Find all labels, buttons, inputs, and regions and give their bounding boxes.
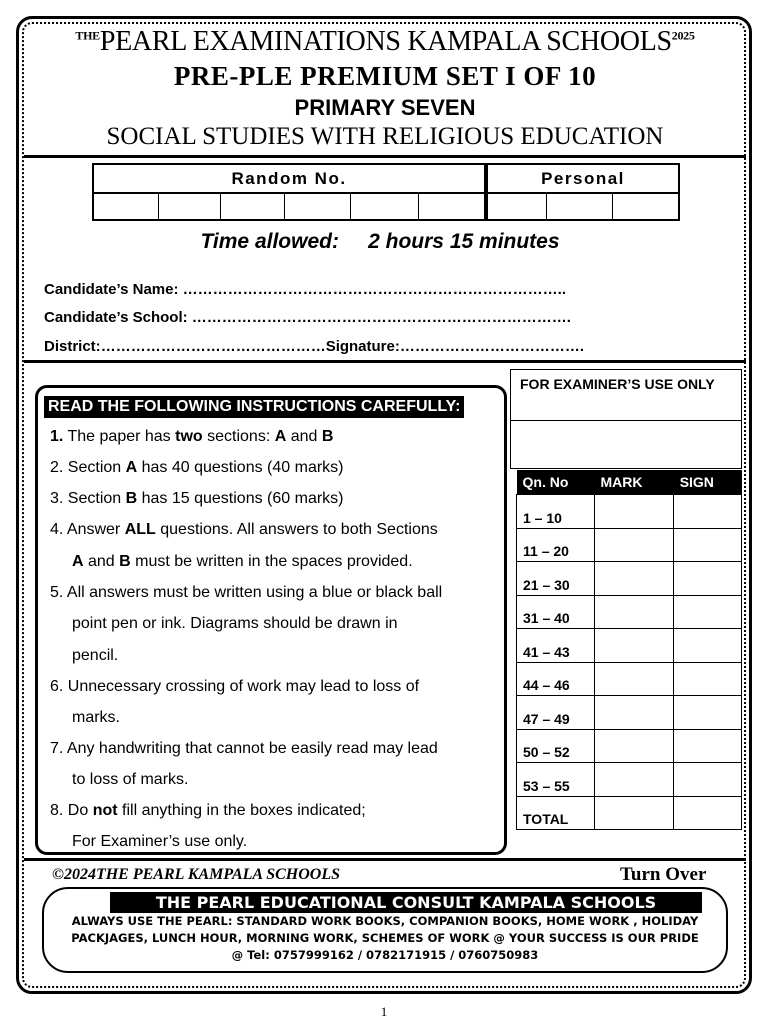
sign-cell [674, 528, 742, 562]
item-text: questions. All answers to both Sections [155, 521, 438, 538]
instruction-item [50, 678, 419, 696]
marks-table-header [517, 470, 742, 495]
time-value: 2 hours 15 minutes [368, 230, 560, 253]
table-row [517, 696, 742, 730]
mark-cell [595, 595, 674, 629]
item-text: and [286, 428, 322, 445]
item-bold: B [125, 490, 138, 507]
mark-cell [595, 662, 674, 696]
item-text: and [83, 553, 120, 570]
time-allowed [120, 230, 640, 254]
footer-divider [24, 858, 746, 861]
item-number: 3. [50, 490, 64, 507]
consult-line-2: PACKJAGES, LUNCH HOUR, MORNING WORK, SCHEMES OF WORK @ YOUR SUCCESS IS OUR PRIDE [71, 931, 699, 945]
sign-cell [674, 796, 742, 830]
item-number: 4. [50, 521, 64, 538]
instruction-item [72, 709, 120, 727]
org-title [30, 26, 740, 58]
qn-range: 50 – 52 [517, 729, 595, 763]
mark-cell [595, 729, 674, 763]
year-label: 2025 [671, 28, 695, 43]
qn-range: 31 – 40 [517, 595, 595, 629]
number-cell-divider [350, 194, 351, 219]
item-bold: B [321, 428, 334, 445]
item-text: to loss of marks. [72, 771, 189, 788]
qn-range: 44 – 46 [517, 662, 595, 696]
item-bold: B [119, 553, 131, 570]
item-text: sections: [202, 428, 275, 445]
item-bold: A [72, 553, 84, 570]
number-cell-divider [284, 194, 285, 219]
mark-cell [595, 528, 674, 562]
sign-cell [674, 729, 742, 763]
time-label: Time allowed: [200, 230, 339, 253]
instruction-item [50, 584, 442, 602]
district-signature-line: District:………………………………………Signature:………………………………. [44, 338, 585, 355]
item-bold: A [274, 428, 287, 445]
candidate-number-box [92, 163, 680, 221]
table-row [517, 562, 742, 596]
examiner-title: FOR EXAMINER’S USE ONLY [520, 376, 715, 392]
consult-heading: THE PEARL EDUCATIONAL CONSULT KAMPALA SCHOOLS [110, 892, 702, 913]
item-text: Any handwriting that cannot be easily read may lead [66, 740, 438, 757]
instruction-item [50, 428, 333, 446]
item-number: 2. [50, 459, 64, 476]
item-text: fill anything in the boxes indicated; [117, 802, 366, 819]
item-text: Do [67, 802, 93, 819]
instruction-item [50, 521, 438, 539]
instruction-item [72, 615, 398, 633]
qn-range: 53 – 55 [517, 763, 595, 797]
item-text: For Examiner’s use only. [72, 833, 248, 850]
district-label: District: [44, 338, 101, 355]
mark-cell [595, 696, 674, 730]
signature-label: Signature: [325, 338, 400, 355]
random-number-label: Random No. [231, 169, 347, 188]
qn-range: 47 – 49 [517, 696, 595, 730]
candidate-name-line: Candidate’s Name: ………………………………………………………………….. [44, 281, 566, 298]
table-row [517, 528, 742, 562]
item-bold: ALL [124, 521, 156, 538]
sign-cell [674, 696, 742, 730]
number-cell-divider [546, 194, 547, 219]
class-title: PRIMARY SEVEN [294, 95, 476, 120]
copyright-text: ©2024THE PEARL KAMPALA SCHOOLS [52, 866, 340, 883]
item-text: Unnecessary crossing of work may lead to loss of [67, 678, 420, 695]
candidate-school-label: Candidate’s School: [44, 309, 188, 326]
item-text: pencil. [72, 647, 119, 664]
table-row [517, 629, 742, 663]
table-row [517, 595, 742, 629]
candidate-divider [24, 360, 746, 363]
instruction-item [50, 740, 438, 758]
item-bold: A [125, 459, 138, 476]
item-bold: two [175, 428, 203, 445]
candidate-name-label: Candidate’s Name: [44, 281, 179, 298]
item-number: 8. [50, 802, 64, 819]
table-row [517, 662, 742, 696]
sign-cell [674, 629, 742, 663]
qn-range: 11 – 20 [517, 528, 595, 562]
instructions-heading: READ THE FOLLOWING INSTRUCTIONS CAREFULLY: [44, 396, 464, 418]
sign-header: SIGN [674, 470, 742, 495]
personal-number-label: Personal [541, 169, 625, 188]
number-section-divider [484, 165, 488, 219]
item-text: The paper has [67, 428, 176, 445]
sign-cell [674, 763, 742, 797]
subject-title: SOCIAL STUDIES WITH RELIGIOUS EDUCATION [106, 123, 664, 150]
instruction-item [72, 771, 188, 789]
mark-cell [595, 763, 674, 797]
table-row [517, 796, 742, 830]
qn-range: 21 – 30 [517, 562, 595, 596]
number-cell-divider [612, 194, 613, 219]
item-number: 5. [50, 584, 64, 601]
title-prefix: THE [75, 28, 100, 43]
item-number: 6. [50, 678, 64, 695]
item-number: 7. [50, 740, 64, 757]
number-cell-divider [418, 194, 419, 219]
turn-over-text: Turn Over [620, 864, 707, 885]
item-text: has 40 questions (40 marks) [137, 459, 344, 476]
qn-range: 1 – 10 [517, 495, 595, 529]
number-cell-divider [158, 194, 159, 219]
header-divider [24, 155, 746, 158]
sign-cell [674, 495, 742, 529]
item-text: Section [67, 459, 126, 476]
item-text: All answers must be written using a blue or black ball [66, 584, 443, 601]
marks-table [516, 470, 742, 830]
instruction-item [50, 490, 344, 508]
instruction-item [50, 802, 366, 820]
page-number: 1 [380, 1004, 388, 1019]
item-text: Section [67, 490, 126, 507]
table-row [517, 729, 742, 763]
mark-cell [595, 495, 674, 529]
org-title-text: PEARL EXAMINATIONS KAMPALA SCHOOLS [99, 26, 672, 57]
number-cell-divider [220, 194, 221, 219]
sign-cell [674, 562, 742, 596]
table-row [517, 495, 742, 529]
item-text: must be written in the spaces provided. [130, 553, 413, 570]
item-text: marks. [72, 709, 120, 726]
instruction-item [72, 553, 413, 571]
instruction-item [72, 833, 247, 851]
item-text: Answer [66, 521, 125, 538]
examiner-box-divider [510, 420, 742, 421]
table-row [517, 763, 742, 797]
sign-cell [674, 595, 742, 629]
item-text: has 15 questions (60 marks) [137, 490, 344, 507]
mark-header: MARK [595, 470, 674, 495]
total-label: TOTAL [517, 796, 595, 830]
set-title: PRE-PLE PREMIUM SET I OF 10 [173, 61, 597, 91]
sign-cell [674, 662, 742, 696]
item-text: point pen or ink. Diagrams should be drawn in [72, 615, 398, 632]
consult-contacts: @ Tel: 0757999162 / 0782171915 / 0760750983 [231, 948, 539, 962]
instruction-item [72, 647, 118, 665]
mark-cell [595, 562, 674, 596]
item-bold: not [92, 802, 118, 819]
candidate-school-line: Candidate’s School: …………………………………………………………………. [44, 309, 571, 326]
qn-range: 41 – 43 [517, 629, 595, 663]
mark-cell [595, 629, 674, 663]
instruction-item [50, 459, 344, 477]
number-box-divider [94, 192, 678, 194]
mark-cell [595, 796, 674, 830]
consult-line-1: ALWAYS USE THE PEARL: STANDARD WORK BOOKS, COMPANION BOOKS, HOME WORK , HOLIDAY [71, 914, 699, 928]
item-number: 1. [50, 428, 64, 445]
qn-no-header: Qn. No [517, 470, 595, 495]
